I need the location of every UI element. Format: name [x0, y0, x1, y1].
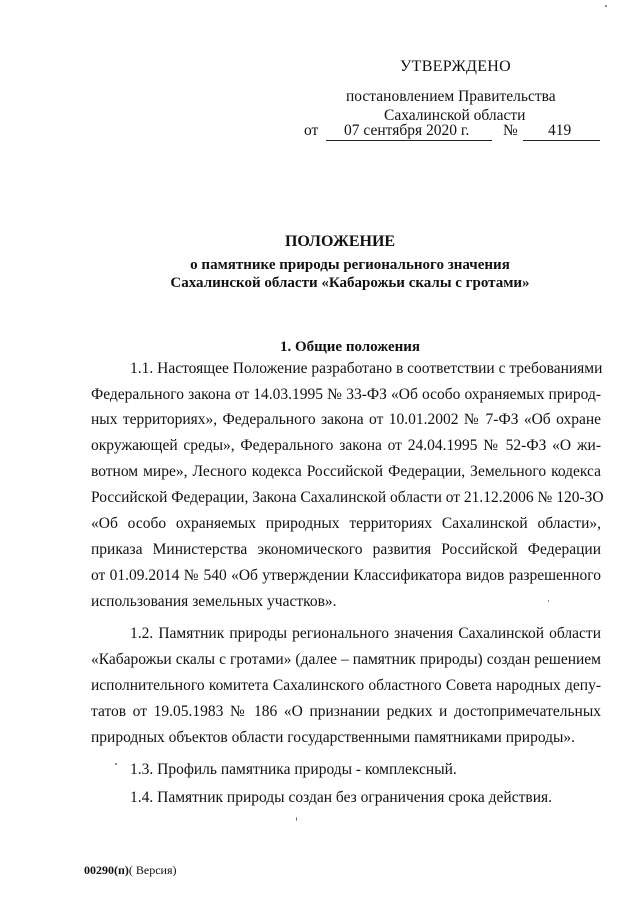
paragraph-1-1-line: Российской Федерации, Закона Сахалинской области от 21.12.2006 № 120-ЗО: [91, 489, 604, 506]
paragraph-1-1-line: использования земельных участков».: [91, 593, 337, 610]
document-title: ПОЛОЖЕНИЕ: [284, 233, 396, 250]
number-prefix: №: [503, 122, 518, 139]
paragraph-1-1-line: окружающей среды», Федерального закона от 24.04.1995 № 52-ФЗ «О жи-: [91, 437, 601, 454]
date-underline: [326, 140, 492, 141]
scan-speck: [296, 817, 297, 821]
section-heading: 1. Общие положения: [279, 339, 421, 355]
approval-stamp-heading: УТВЕРЖДЕНО: [400, 58, 512, 75]
paragraph-1-1-line: Федерального закона от 14.03.1995 № 33-ФЗ «Об особо охраняемых природ-: [91, 386, 601, 403]
decree-line-1: постановлением Правительства: [346, 88, 556, 105]
paragraph-1-2-line: татов от 19.05.1983 № 186 «О признании редких и достопримечательных: [91, 703, 601, 720]
paragraph-1-1-line: «Об особо охраняемых природных территориях Сахалинской области»,: [91, 515, 601, 532]
paragraph-1-3: 1.3. Профиль памятника природы - комплексный.: [130, 761, 457, 778]
paragraph-1-2-line: «Кабарожьи скалы с гротами» (далее – памятник природы) создан решением: [91, 651, 601, 668]
document-footer: [84, 863, 177, 878]
decree-line-2: Сахалинской области: [384, 107, 526, 124]
decree-date: 07 сентября 2020 г.: [344, 122, 470, 139]
paragraph-1-1-line: вотном мире», Лесного кодекса Российской Федерации, Земельного кодекса: [91, 463, 601, 480]
document-subtitle-line-1: о памятнике природы регионального значения: [190, 257, 510, 273]
scan-speck: [115, 763, 117, 765]
paragraph-1-1-line: 1.1. Настоящее Положение разработано в соответствии с требованиями: [130, 360, 603, 377]
number-underline: [523, 140, 600, 141]
scan-speck: [548, 600, 549, 602]
paragraph-1-1-line: приказа Министерства экономического развития Российской Федерации: [91, 541, 601, 558]
paragraph-1-2-line: 1.2. Памятник природы регионального значения Сахалинской области: [130, 625, 601, 642]
paragraph-1-1-line: от 01.09.2014 № 540 «Об утверждении Классификатора видов разрешенного: [91, 567, 601, 584]
scan-speck: [605, 5, 607, 7]
document-version: ( Версия): [128, 863, 177, 877]
decree-number: 419: [548, 122, 572, 139]
paragraph-1-2-line: исполнительного комитета Сахалинского областного Совета народных депу-: [91, 677, 601, 694]
paragraph-1-4: 1.4. Памятник природы создан без ограничения срока действия.: [130, 789, 552, 806]
paragraph-1-1-line: ных территориях», Федерального закона от 10.01.2002 № 7-ФЗ «Об охране: [91, 411, 601, 428]
document-code: 00290(п): [84, 863, 129, 877]
date-prefix: от: [304, 122, 319, 139]
document-subtitle-line-2: Сахалинской области «Кабарожьи скалы с гротами»: [170, 275, 530, 291]
paragraph-1-2-line: природных объектов области государственными памятниками природы».: [91, 729, 576, 746]
